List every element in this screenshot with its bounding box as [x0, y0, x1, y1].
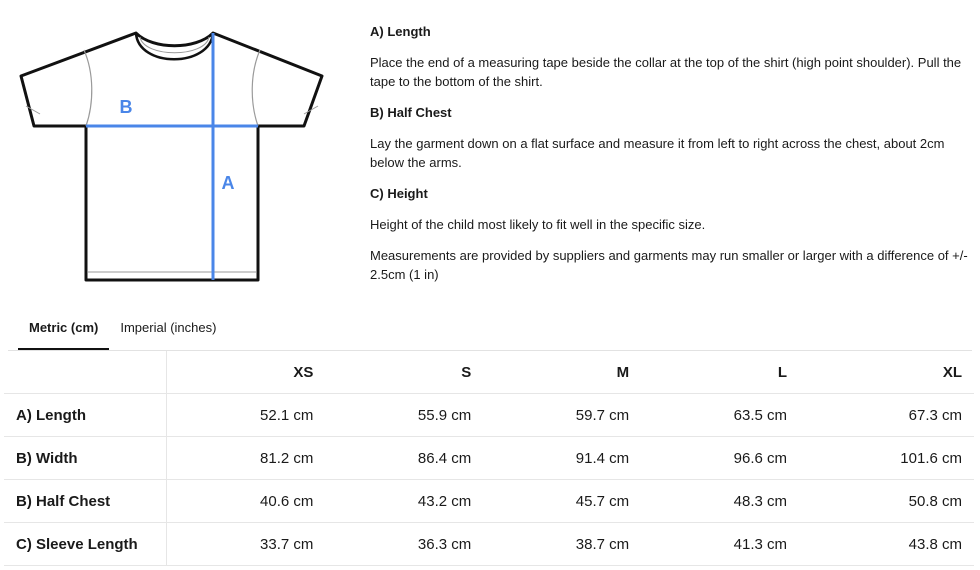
tab-imperial[interactable]: Imperial (inches)	[120, 320, 217, 335]
table-cell: 38.7 cm	[483, 523, 641, 566]
measure-label-a: A	[221, 173, 235, 193]
column-header-xs: XS	[167, 351, 326, 394]
table-cell: 91.4 cm	[483, 437, 641, 480]
tab-metric[interactable]: Metric (cm)	[18, 312, 109, 350]
height-instructions: Height of the child most likely to fit well in the specific size.	[370, 217, 706, 232]
table-cell: 43.2 cm	[325, 480, 483, 523]
table-cell: 67.3 cm	[799, 394, 974, 437]
row-label: B) Half Chest	[4, 480, 167, 523]
table-cell: 36.3 cm	[325, 523, 483, 566]
table-cell: 40.6 cm	[167, 480, 326, 523]
table-cell: 86.4 cm	[325, 437, 483, 480]
table-cell: 41.3 cm	[641, 523, 799, 566]
row-label: C) Sleeve Length	[4, 523, 167, 566]
table-row	[4, 523, 974, 566]
table-cell: 43.8 cm	[799, 523, 974, 566]
table-cell: 59.7 cm	[483, 394, 641, 437]
table-cell: 48.3 cm	[641, 480, 799, 523]
tshirt-outline	[21, 33, 322, 280]
row-label: B) Width	[4, 437, 167, 480]
table-cell: 45.7 cm	[483, 480, 641, 523]
table-row	[4, 437, 974, 480]
table-cell: 96.6 cm	[641, 437, 799, 480]
table-cell: 52.1 cm	[167, 394, 326, 437]
row-label: A) Length	[4, 394, 167, 437]
column-header-l: L	[641, 351, 799, 394]
table-cell: 50.8 cm	[799, 480, 974, 523]
height-heading: C) Height	[370, 186, 428, 201]
half-chest-instructions: Lay the garment down on a flat surface and measure it from left to right across the chest, about 2cm below the arms.	[370, 136, 945, 170]
table-cell: 63.5 cm	[641, 394, 799, 437]
table-header-row	[4, 351, 974, 394]
table-cell: 33.7 cm	[167, 523, 326, 566]
length-heading: A) Length	[370, 24, 431, 39]
column-header-m: M	[483, 351, 641, 394]
column-header-xl: XL	[799, 351, 974, 394]
measurement-note: Measurements are provided by suppliers and garments may run smaller or larger with a difference of +/- 2.5cm (1 in)	[370, 248, 968, 282]
table-cell: 55.9 cm	[325, 394, 483, 437]
table-row	[4, 480, 974, 523]
tshirt-measurement-diagram	[18, 28, 326, 286]
column-header-s: S	[325, 351, 483, 394]
table-cell: 81.2 cm	[167, 437, 326, 480]
table-cell: 101.6 cm	[799, 437, 974, 480]
size-chart-table	[4, 351, 974, 566]
half-chest-heading: B) Half Chest	[370, 105, 452, 120]
measure-label-b: B	[119, 97, 133, 117]
table-corner-cell	[4, 351, 167, 394]
table-row	[4, 394, 974, 437]
measurement-guide	[370, 22, 970, 296]
unit-tabs	[18, 312, 227, 350]
length-instructions: Place the end of a measuring tape beside the collar at the top of the shirt (high point shoulder). Pull the tape to the bottom of the shirt.	[370, 55, 962, 89]
